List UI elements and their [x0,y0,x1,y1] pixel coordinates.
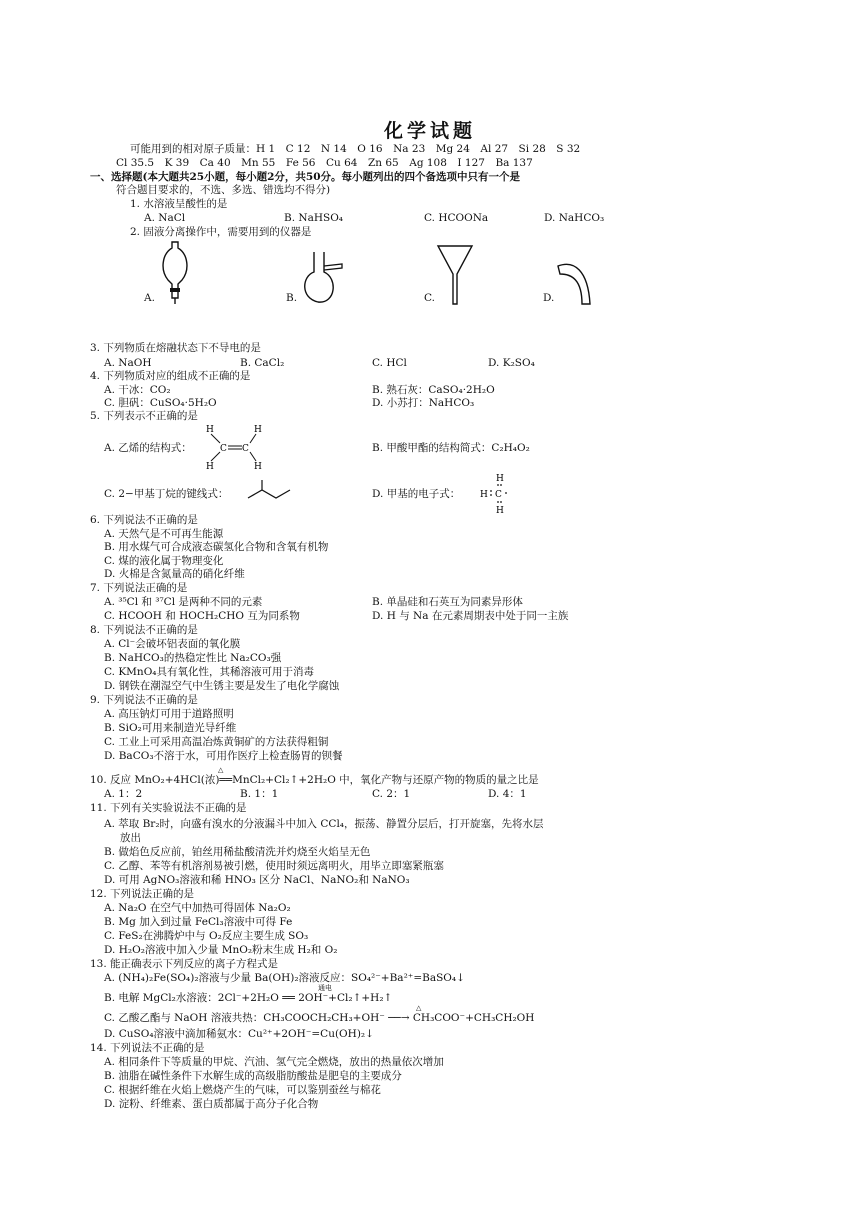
q11-option-a: A. 萃取 Br₂时，向盛有溴水的分液漏斗中加入 CCl₄，振荡、静置分层后，打开旋塞，先将水层 [104,818,544,830]
q9-stem: 9. 下列说法不正确的是 [90,694,198,706]
ethylene-structure [200,423,270,471]
distillation-flask-icon [298,250,346,306]
q7-stem: 7. 下列说法正确的是 [90,582,188,594]
q14-option-b: B. 油脂在碱性条件下水解生成的高级脂肪酸盐是肥皂的主要成分 [104,1070,402,1082]
q11-stem: 11. 下列有关实验说法不正确的是 [90,802,247,814]
q3-stem: 3. 下列物质在熔融状态下不导电的是 [90,342,261,354]
q1-option-b: B. NaHSO₄ [284,212,344,224]
q13-option-a: A. (NH₄)₂Fe(SO₄)₂溶液与少量 Ba(OH)₂溶液反应：SO₄²⁻+Ba²⁺=BaSO₄↓ [104,972,465,984]
q10-option-a: A. 1：2 [104,788,143,800]
funnel-icon [436,244,476,306]
q4-option-b: B. 熟石灰：CaSO₄·2H₂O [372,384,495,396]
q6-option-d: D. 火棉是含氮量高的硝化纤维 [104,568,245,580]
q8-option-d: D. 钢铁在潮湿空气中生锈主要是发生了电化学腐蚀 [104,680,340,692]
q8-stem: 8. 下列说法不正确的是 [90,624,198,636]
q10-condition: △ [218,766,224,774]
q13-stem: 13. 能正确表示下列反应的离子方程式是 [90,958,279,970]
q11-option-c: C. 乙醇、苯等有机溶剂易被引燃，使用时须远离明火，用毕立即塞紧瓶塞 [104,860,444,872]
q10-stem: 10. 反应 MnO₂+4HCl(浓)══MnCl₂+Cl₂↑+2H₂O 中，氧化产物与还原产物的物质的量之比是 [90,774,539,786]
section-heading: 一、选择题(本大题共25小题，每小题2分，共50分。每小题列出的四个备选项中只有一个是 [90,171,520,183]
q11-option-b: B. 做焰色反应前，铂丝用稀盐酸清洗并灼烧至火焰呈无色 [104,846,371,858]
q12-option-c: C. FeS₂在沸腾炉中与 O₂反应主要生成 SO₃ [104,930,309,942]
q3-option-b: B. CaCl₂ [240,357,285,369]
q4-option-a: A. 干冰：CO₂ [104,384,171,396]
atomic-mass-line-2: Cl 35.5 K 39 Ca 40 Mn 55 Fe 56 Cu 64 Zn 65 Ag 108 I 127 Ba 137 [116,157,533,169]
q2-stem: 2. 固液分离操作中，需要用到的仪器是 [130,226,312,238]
ethylene-h-1: H [206,425,214,435]
q2-option-d: D. [543,292,555,304]
q3-option-a: A. NaOH [104,357,152,369]
q14-stem: 14. 下列说法不正确的是 [90,1042,205,1054]
q4-stem: 4. 下列物质对应的组成不正确的是 [90,370,251,382]
ethylene-c-2: C [242,444,249,454]
q14-option-a: A. 相同条件下等质量的甲烷、汽油、氢气完全燃烧，放出的热量依次增加 [104,1056,444,1068]
ethylene-c-1: C [220,444,227,454]
q8-option-a: A. Cl⁻会破坏铝表面的氧化膜 [104,638,241,650]
q5-option-c: C. 2−甲基丁烷的键线式： [104,488,229,500]
methyl-h-left: H [480,490,488,500]
q12-option-b: B. Mg 加入到过量 FeCl₃溶液中可得 Fe [104,916,293,928]
q7-option-d: D. H 与 Na 在元素周期表中处于同一主族 [372,610,569,622]
ethylene-h-4: H [254,462,262,471]
q14-option-d: D. 淀粉、纤维素、蛋白质都属于高分子化合物 [104,1098,319,1110]
q2-option-b: B. [286,292,298,304]
methyl-h-top: H [496,474,504,484]
q8-option-b: B. NaHCO₃的热稳定性比 Na₂CO₃强 [104,652,282,664]
page-title: 化学试题 [383,120,476,142]
q14-option-c: C. 根据纤维在火焰上燃烧产生的气味，可以鉴别蚕丝与棉花 [104,1084,381,1096]
q5-option-d: D. 甲基的电子式： [372,488,461,500]
q7-option-b: B. 单晶硅和石英互为同素异形体 [372,596,523,608]
q5-option-a: A. 乙烯的结构式： [104,442,192,454]
q9-option-d: D. BaCO₃不溶于水，可用作医疗上检查肠胃的钡餐 [104,750,343,762]
q9-option-b: B. SiO₂可用来制造光导纤维 [104,722,237,734]
q8-option-c: C. KMnO₄具有氧化性，其稀溶液可用于消毒 [104,666,315,678]
q12-option-a: A. Na₂O 在空气中加热可得固体 Na₂O₂ [104,902,291,914]
q10-option-d: D. 4：1 [488,788,527,800]
methyl-h-bottom: H [496,506,504,516]
q1-option-c: C. HCOONa [424,212,489,224]
q13-option-c: C. 乙酸乙酯与 NaOH 溶液共热：CH₃COOCH₂CH₃+OH⁻ ──→ CH₃COO⁻+CH₃CH₂OH [104,1012,535,1024]
q5-option-b: B. 甲酸甲酯的结构简式：C₂H₄O₂ [372,442,530,454]
q4-option-d: D. 小苏打：NaHCO₃ [372,397,475,409]
q6-option-a: A. 天然气是不可再生能源 [104,528,224,540]
q2-option-a: A. [144,292,155,304]
q13-option-b: B. 电解 MgCl₂水溶液：2Cl⁻+2H₂O ══ 2OH⁻+Cl₂↑+H₂↑ [104,992,393,1004]
q3-option-d: D. K₂SO₄ [488,357,535,369]
ethylene-h-2: H [254,425,262,435]
q6-option-b: B. 用水煤气可合成液态碳氢化合物和含氧有机物 [104,541,329,553]
q10-option-c: C. 2：1 [372,788,411,800]
ethylene-h-3: H [206,462,214,471]
q7-option-c: C. HCOOH 和 HOCH₂CHO 互为同系物 [104,610,300,622]
methylbutane-skeletal [244,480,300,506]
methyl-c: C [495,490,502,500]
q1-option-d: D. NaHCO₃ [544,212,605,224]
q13-b-condition: 通电 [318,984,332,992]
q1-option-a: A. NaCl [144,212,186,224]
q13-c-condition: △ [416,1004,422,1012]
q12-stem: 12. 下列说法正确的是 [90,888,195,900]
separatory-funnel-icon [158,240,192,306]
q10-option-b: B. 1：1 [240,788,279,800]
q12-option-d: D. H₂O₂溶液中加入少量 MnO₂粉末生成 H₂和 O₂ [104,944,338,956]
q11-option-d: D. 可用 AgNO₃溶液和稀 HNO₃ 区分 NaCl、NaNO₂和 NaNO₃ [104,874,410,886]
q7-option-a: A. ³⁵Cl 和 ³⁷Cl 是两种不同的元素 [104,596,263,608]
q6-option-c: C. 煤的液化属于物理变化 [104,555,224,567]
methyl-electron-dot [478,472,512,516]
q13-option-d: D. CuSO₄溶液中滴加稀氨水：Cu²⁺+2OH⁻=Cu(OH)₂↓ [104,1028,374,1040]
q9-option-a: A. 高压钠灯可用于道路照明 [104,708,234,720]
q9-option-c: C. 工业上可采用高温冶炼黄铜矿的方法获得粗铜 [104,736,329,748]
section-heading-2: 符合题目要求的，不选、多选、错选均不得分) [116,184,331,196]
q5-stem: 5. 下列表示不正确的是 [90,410,198,422]
q11-option-a-cont: 放出 [120,832,141,844]
q3-option-c: C. HCl [372,357,407,369]
q2-option-c: C. [424,292,435,304]
bent-tube-icon [556,262,596,308]
q1-stem: 1. 水溶液呈酸性的是 [130,198,228,210]
q6-stem: 6. 下列说法不正确的是 [90,514,198,526]
atomic-mass-line-1: 可能用到的相对原子质量：H 1 C 12 N 14 O 16 Na 23 Mg 24 Al 27 Si 28 S 32 [130,143,581,155]
q4-option-c: C. 胆矾：CuSO₄·5H₂O [104,397,217,409]
